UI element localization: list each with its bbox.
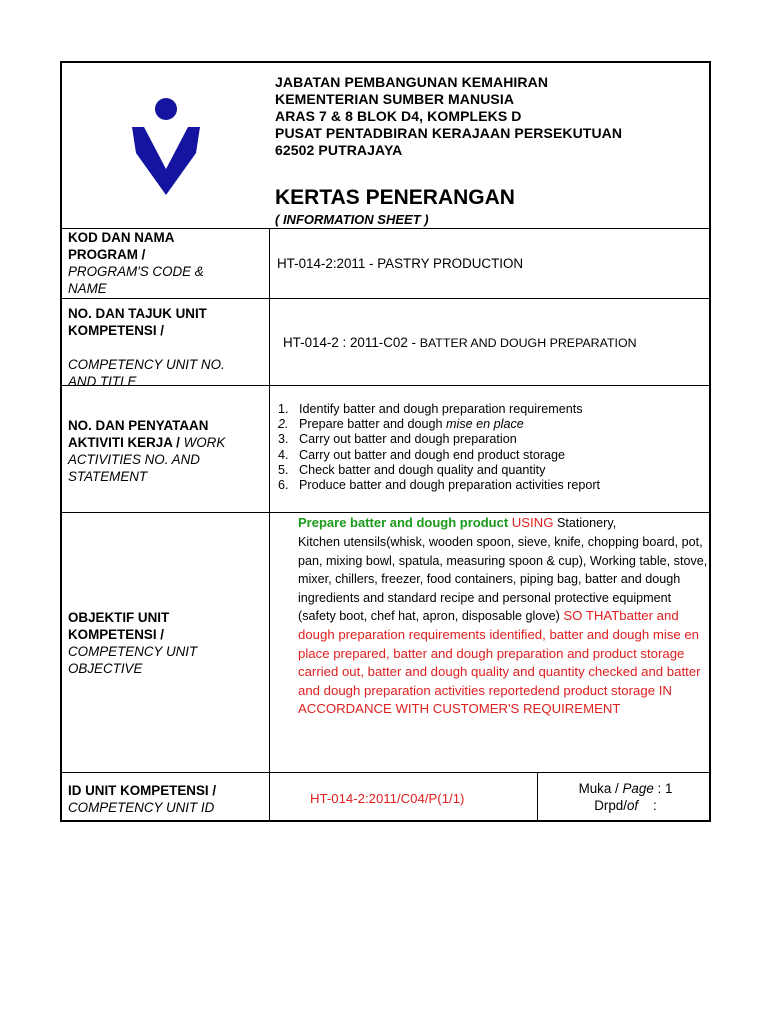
list-item: 3. Carry out batter and dough preparation (278, 432, 517, 447)
page-info: Muka / Page : 1 Drpd/of : (578, 781, 673, 813)
program-label (68, 229, 218, 297)
list-item: 2. Prepare batter and dough mise en place (278, 417, 524, 432)
objective-red-text: SO THATbatter and dough preparation requirements identified, batter and dough mise en place prepared, batter and dough preparation and product storage carried out, batter and dough quality and quantity checked and batter and dough preparation activities reportedend product storage IN ACCORDANCE WITH CUSTOMER'S REQUIREMENT (298, 608, 701, 717)
unit-id-label-bold: ID UNIT KOMPETENSI / (68, 783, 217, 798)
list-item: 6. Produce batter and dough preparation activities report (278, 478, 601, 493)
org-line: JABATAN PEMBANGUNAN KEMAHIRAN (275, 74, 549, 90)
org-line: KEMENTERIAN SUMBER MANUSIA (275, 91, 515, 107)
ministry-logo (130, 95, 202, 195)
unit-id-value: HT-014-2:2011/C04/P(1/1) (310, 791, 465, 806)
row-divider (62, 772, 709, 773)
list-item: 1. Identify batter and dough preparation requirements (278, 402, 583, 416)
program-value: HT-014-2:2011 - PASTRY PRODUCTION (277, 256, 524, 271)
activities-label-italic: WORK ACTIVITIES NO. AND STATEMENT (68, 435, 226, 484)
objective-label-italic: COMPETENCY UNIT OBJECTIVE (68, 644, 198, 676)
program-label-italic: PROGRAM'S CODE & NAME (68, 264, 204, 296)
unit-id-label (68, 782, 268, 816)
unit-code: HT-014-2 : 2011-C02 - (283, 335, 420, 350)
list-item: 4. Carry out batter and dough end product storage (278, 447, 566, 462)
activities-label-bold: NO. DAN PENYATAAN AKTIVITI KERJA / (68, 418, 209, 450)
activities-list (274, 402, 600, 493)
organization-address (275, 74, 622, 159)
activities-label (68, 417, 258, 485)
column-divider (269, 228, 270, 822)
information-sheet (60, 61, 711, 822)
document-subtitle: ( INFORMATION SHEET ) (275, 212, 429, 227)
objective-tools (298, 533, 710, 719)
program-label-bold: KOD DAN NAMA PROGRAM / (68, 230, 174, 262)
objective-tools-first: Stationery, (556, 516, 617, 530)
objective-green-text: Prepare batter and dough product (298, 515, 509, 530)
unit-label (68, 305, 248, 390)
row-divider (62, 298, 709, 299)
unit-label-bold: NO. DAN TAJUK UNIT KOMPETENSI / (68, 306, 207, 338)
unit-title: BATTER AND DOUGH PREPARATION (419, 336, 637, 350)
objective-text (298, 514, 708, 533)
objective-label-bold: OBJEKTIF UNIT KOMPETENSI / (68, 610, 170, 642)
unit-label-italic: COMPETENCY UNIT NO. AND TITLE (68, 357, 225, 389)
unit-id-label-italic: COMPETENCY UNIT ID (68, 800, 215, 815)
objective-label (68, 609, 238, 677)
document-title: KERTAS PENERANGAN (275, 186, 515, 209)
org-line: PUSAT PENTADBIRAN KERAJAAN PERSEKUTUAN (275, 125, 623, 141)
org-line: ARAS 7 & 8 BLOK D4, KOMPLEKS D (275, 108, 522, 124)
row-divider (62, 512, 709, 513)
objective-tools-text: Kitchen utensils(whisk, wooden spoon, sieve, knife, chopping board, pot, pan, mixing bowl, spatula, measuring spoon & cup), Working table, stove, mixer, chillers, freezer, food containers, piping bag, batter and dough ingredients and standard recipe and personal protective equipment (safety boot, chef hat, apron, disposable glove) (298, 535, 708, 624)
list-item: 5. Check batter and dough quality and quantity (278, 462, 546, 477)
unit-value (283, 334, 637, 352)
objective-using: USING (511, 515, 554, 530)
org-line: 62502 PUTRAJAYA (275, 142, 403, 158)
